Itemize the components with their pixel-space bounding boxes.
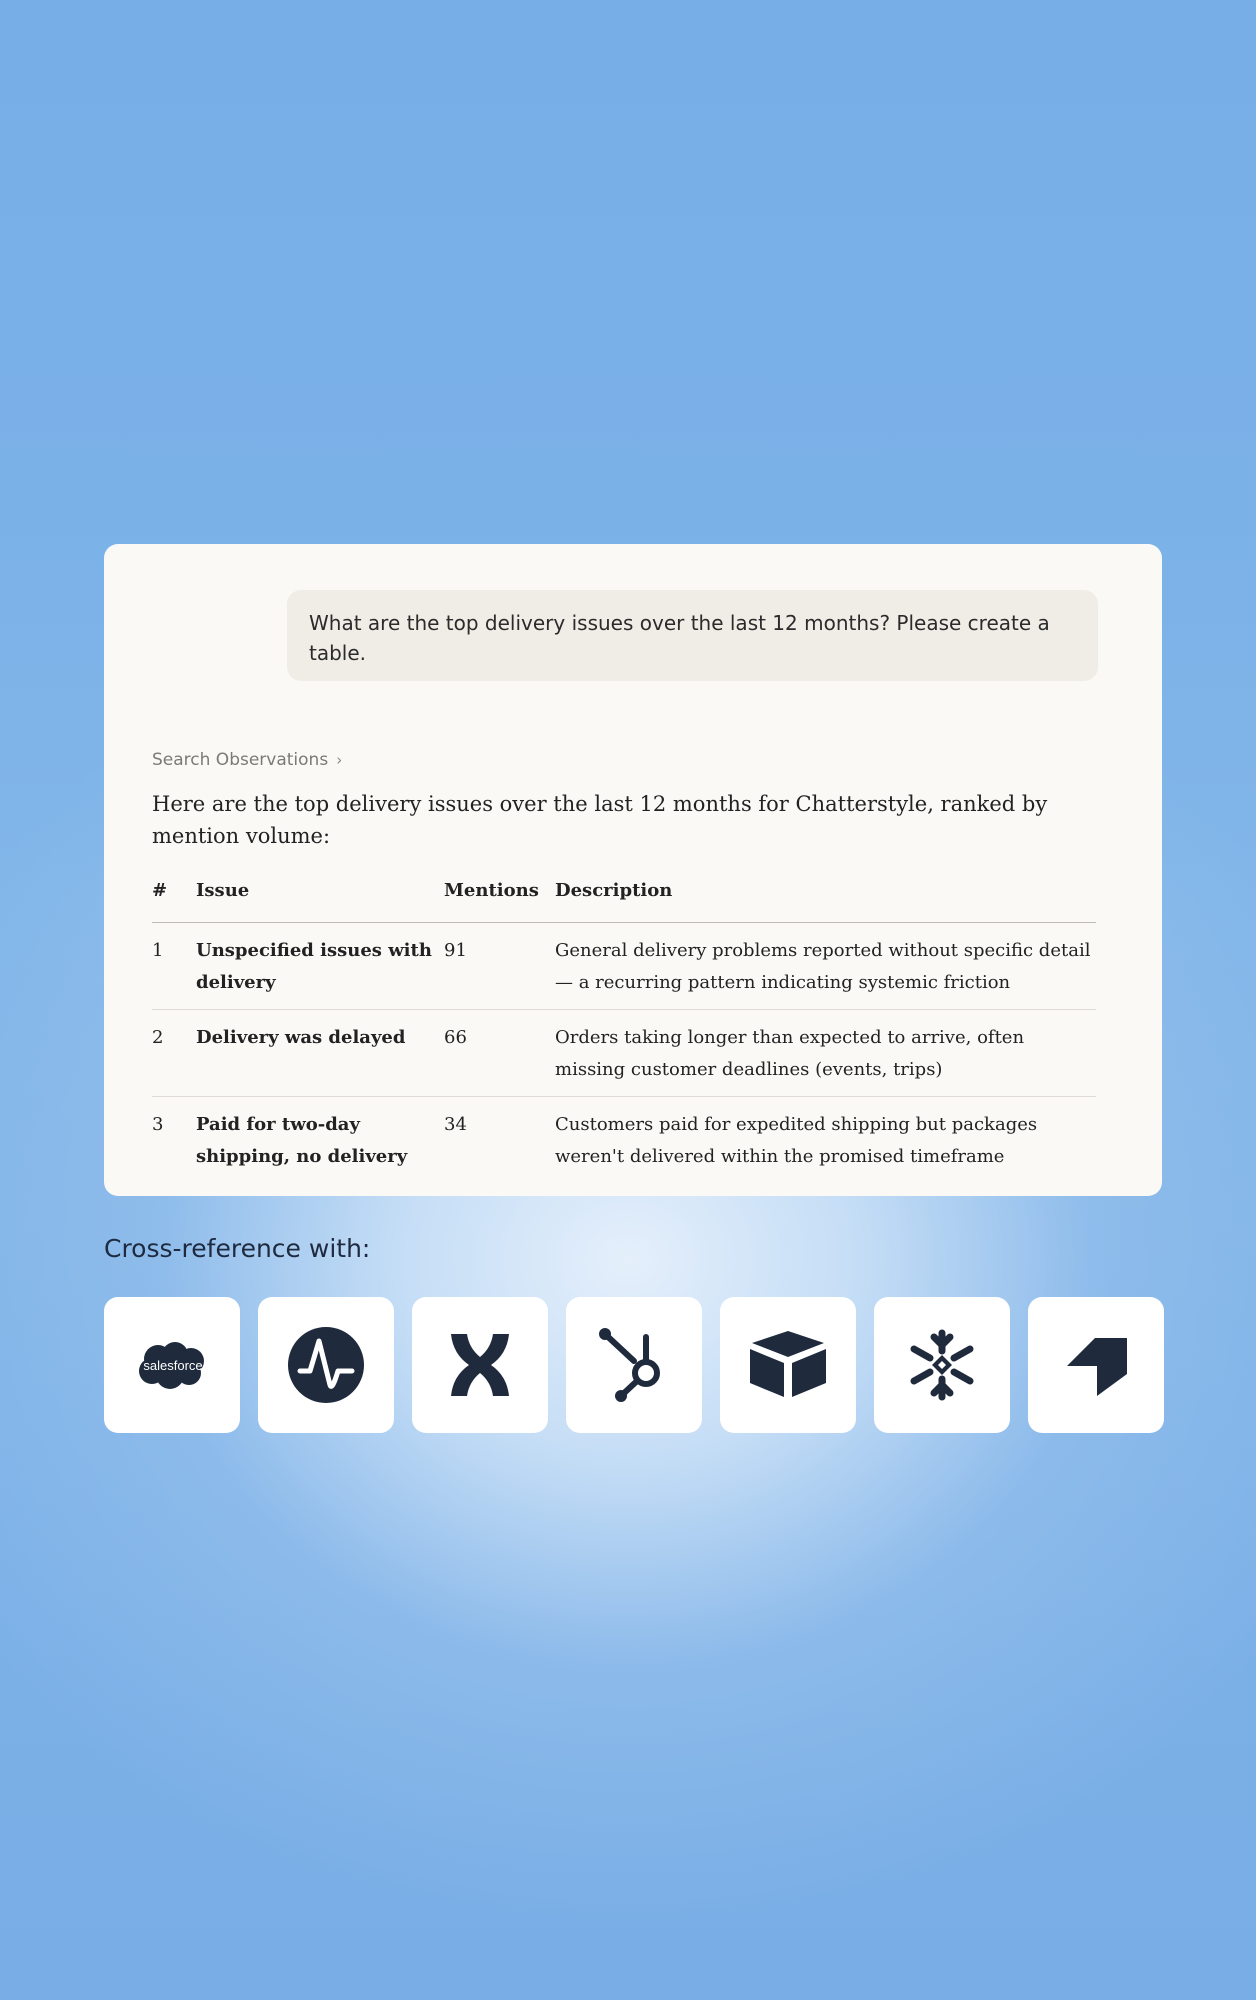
chat-card [104,544,1162,1196]
amplitude-icon [286,1325,366,1405]
row-rank: 1 [152,940,164,961]
row-mentions: 34 [444,1097,555,1184]
snowflake-icon [904,1327,980,1403]
row-rank: 2 [152,1010,196,1097]
integration-tile-arrow[interactable] [1028,1297,1164,1433]
row-description: Customers paid for expedited shipping but packages weren't delivered within the promised timeframe [555,1097,1096,1184]
row-issue: Paid for two-day shipping, no delivery [196,1097,444,1184]
cross-reference-label: Cross-reference with: [104,1234,371,1263]
integration-tile-salesforce[interactable] [104,1297,240,1433]
table-row [152,1010,1096,1097]
user-message-text: What are the top delivery issues over the last 12 months? Please create a table. [309,611,1050,665]
issues-table [152,870,1096,1183]
svg-text:salesforce: salesforce [143,1358,203,1373]
hubspot-icon [594,1325,674,1405]
header-rank: # [152,870,196,923]
table-row [152,1097,1096,1184]
integration-tile-amplitude[interactable] [258,1297,394,1433]
integration-tile-snowflake[interactable] [874,1297,1010,1433]
chevron-right-icon: › [336,751,343,769]
row-rank: 3 [152,1097,196,1184]
user-message-bubble [287,590,1098,681]
x-shape-icon [445,1330,515,1400]
box-icon [748,1327,828,1403]
row-issue: Delivery was delayed [196,1010,444,1097]
integration-tile-x[interactable] [412,1297,548,1433]
header-description: Description [555,870,1096,923]
row-description: Orders taking longer than expected to arrive, often missing customer deadlines (events, trips) [555,1010,1096,1097]
row-mentions: 66 [444,1010,555,1097]
row-description: General delivery problems reported without specific detail — a recurring pattern indicating systemic friction [555,940,1091,993]
tool-step-label: Search Observations [152,750,329,770]
integration-tile-box[interactable] [720,1297,856,1433]
table-row [152,923,1096,1010]
row-issue: Unspecified issues with delivery [196,940,432,993]
header-issue: Issue [196,870,444,923]
salesforce-icon [132,1335,212,1395]
assistant-intro: Here are the top delivery issues over the last 12 months for Chatterstyle, ranked by mention volume: [152,792,1048,848]
arrow-icon [1061,1330,1131,1400]
header-mentions: Mentions [444,870,555,923]
tool-step-link[interactable] [152,750,342,770]
table-header-row [152,870,1096,923]
row-mentions: 91 [444,940,467,961]
integration-tile-hubspot[interactable] [566,1297,702,1433]
